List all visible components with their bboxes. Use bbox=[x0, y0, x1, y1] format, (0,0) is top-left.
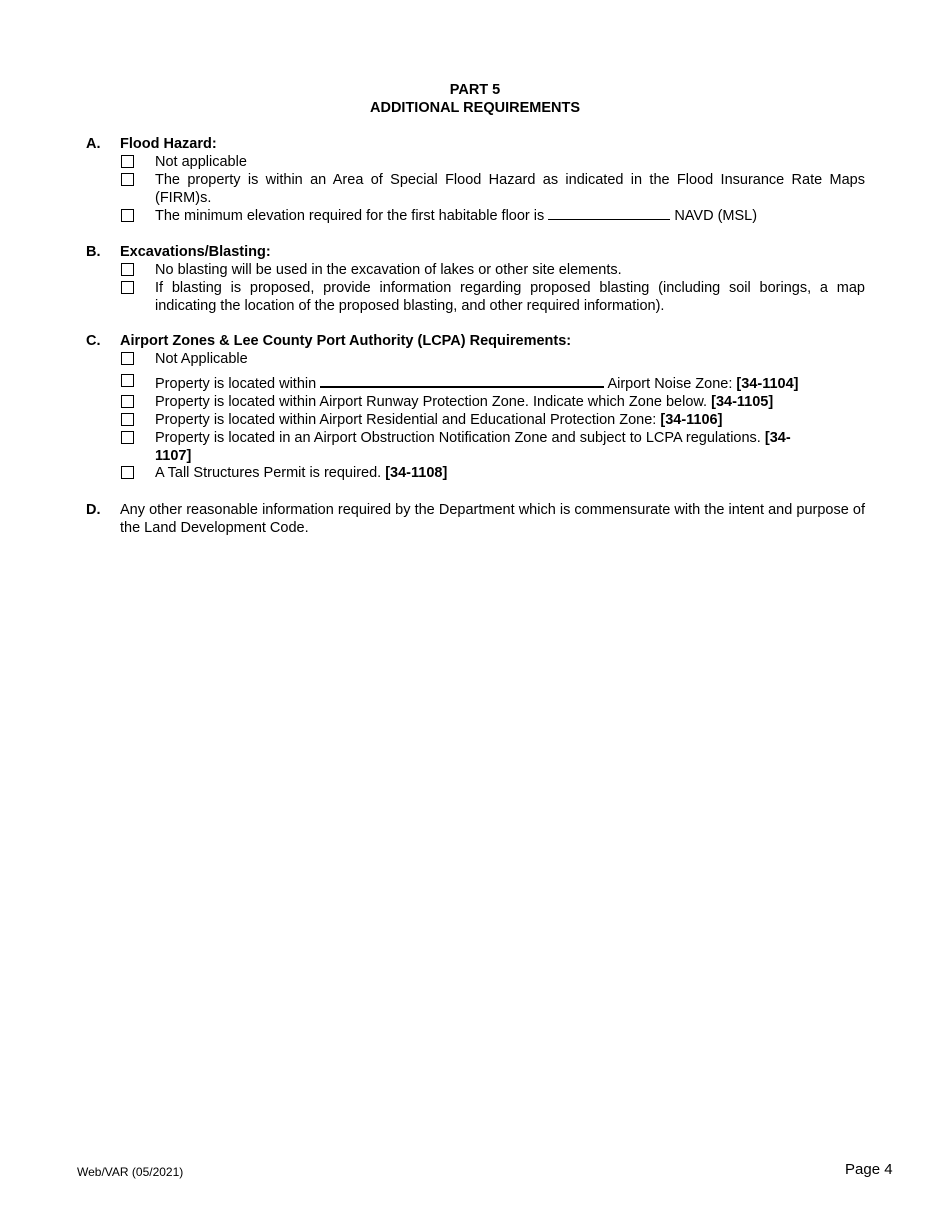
residential-protection-checkbox[interactable] bbox=[121, 413, 134, 426]
flood-special-hazard-checkbox[interactable] bbox=[121, 173, 134, 186]
section-c-letter: C. bbox=[86, 333, 101, 349]
section-d-letter: D. bbox=[86, 502, 101, 518]
tall-structures-label: A Tall Structures Permit is required. bbox=[155, 465, 382, 481]
tall-structures-checkbox[interactable] bbox=[121, 466, 134, 479]
section-a-heading: Flood Hazard: bbox=[120, 136, 217, 152]
residential-protection-label: Property is located within Airport Residential and Educational Protection Zone: bbox=[155, 412, 657, 428]
airport-not-applicable-checkbox[interactable] bbox=[121, 352, 134, 365]
no-blasting-checkbox[interactable] bbox=[121, 263, 134, 276]
section-b-letter: B. bbox=[86, 244, 101, 260]
page-number: Page 4 bbox=[845, 1161, 893, 1178]
section-c-heading: Airport Zones & Lee County Port Authority (LCPA) Requirements: bbox=[120, 333, 572, 349]
noise-zone-label-2: Airport Noise Zone: bbox=[607, 376, 733, 392]
blasting-proposed-label: If blasting is proposed, provide information regarding proposed blasting (including soil borings, a map indicating the location of the proposed blasting, and other required information). bbox=[155, 280, 865, 314]
flood-min-elevation-checkbox[interactable] bbox=[121, 209, 134, 222]
obstruction-notification-code-part1: [34- bbox=[764, 430, 791, 446]
section-d-text: Any other reasonable information required by the Department which is commensurate with the intent and purpose of the Land Development Code. bbox=[120, 502, 865, 536]
airport-noise-zone-row bbox=[155, 374, 865, 393]
noise-zone-code: [34-1104] bbox=[736, 376, 799, 392]
no-blasting-label: No blasting will be used in the excavation of lakes or other site elements. bbox=[155, 262, 622, 278]
residential-protection-row bbox=[155, 411, 865, 429]
form-id: Web/VAR (05/2021) bbox=[77, 1165, 184, 1179]
tall-structures-row bbox=[155, 464, 865, 482]
residential-protection-code: [34-1106] bbox=[660, 412, 723, 428]
noise-zone-label: Property is located within bbox=[155, 376, 317, 392]
runway-protection-label: Property is located within Airport Runway Protection Zone. Indicate which Zone below. bbox=[155, 394, 708, 410]
page-title: ADDITIONAL REQUIREMENTS bbox=[370, 100, 580, 116]
runway-protection-code: [34-1105] bbox=[711, 394, 774, 410]
flood-not-applicable-label: Not applicable bbox=[155, 154, 247, 170]
noise-zone-input-field[interactable] bbox=[320, 374, 604, 388]
section-a-letter: A. bbox=[86, 136, 101, 152]
flood-min-elevation-row bbox=[155, 207, 865, 225]
elevation-input-field[interactable] bbox=[548, 207, 670, 220]
obstruction-notification-row bbox=[155, 429, 865, 447]
flood-min-elevation-label: The minimum elevation required for the first habitable floor is bbox=[155, 208, 545, 224]
flood-special-hazard-label: The property is within an Area of Special Flood Hazard as indicated in the Flood Insurance Rate Maps (FIRM)s. bbox=[155, 172, 865, 206]
flood-not-applicable-checkbox[interactable] bbox=[121, 155, 134, 168]
obstruction-notification-checkbox[interactable] bbox=[121, 431, 134, 444]
part-number: PART 5 bbox=[449, 82, 501, 98]
airport-not-applicable-label: Not Applicable bbox=[155, 351, 248, 367]
runway-protection-row bbox=[155, 393, 865, 411]
blasting-proposed-checkbox[interactable] bbox=[121, 281, 134, 294]
section-b-heading: Excavations/Blasting: bbox=[120, 244, 271, 260]
obstruction-notification-code-part2: 1107] bbox=[155, 448, 192, 464]
runway-protection-checkbox[interactable] bbox=[121, 395, 134, 408]
airport-noise-zone-checkbox[interactable] bbox=[121, 374, 134, 387]
obstruction-notification-label: Property is located in an Airport Obstruction Notification Zone and subject to LCPA regulations. bbox=[155, 430, 761, 446]
elevation-unit-label: NAVD (MSL) bbox=[674, 208, 758, 224]
tall-structures-code: [34-1108] bbox=[385, 465, 448, 481]
